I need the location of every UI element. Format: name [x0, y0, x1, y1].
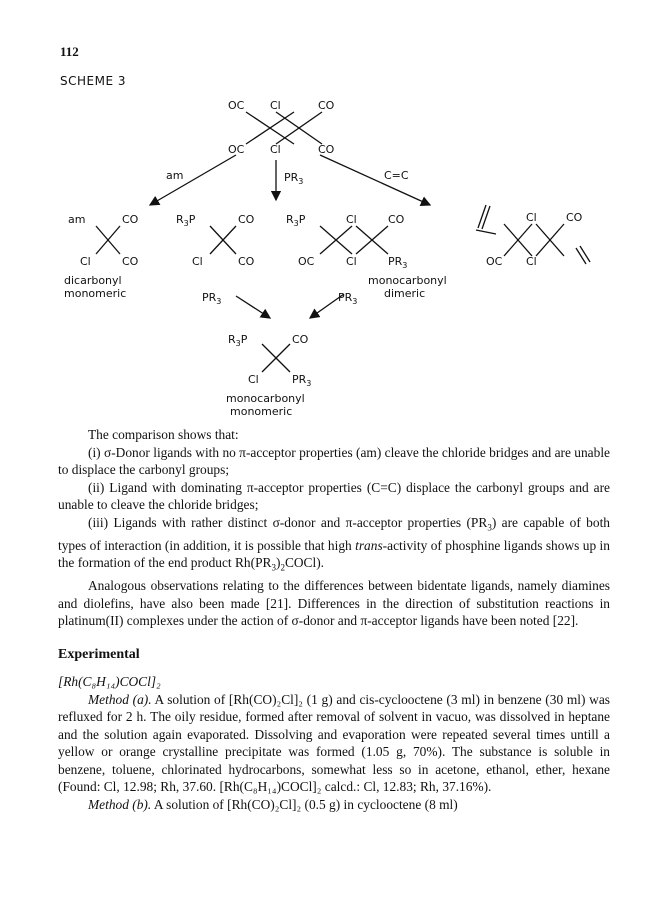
ligand-cl: Cl: [270, 99, 281, 112]
caption-dimeric: dimeric: [384, 287, 426, 300]
ligand-co: CO: [238, 255, 255, 268]
ligand-cl: Cl: [346, 213, 357, 226]
olefin-bond: [478, 205, 486, 228]
olefin-bond: [576, 248, 586, 264]
page-number: 112: [60, 44, 79, 59]
arrow-label-am: am: [166, 169, 184, 182]
ligand-oc: OC: [228, 143, 245, 156]
arrow-label-pr3: $PR_3$: [284, 171, 304, 187]
arrow-am: [150, 155, 236, 205]
ligand-r3p: $R_3P$: [286, 213, 306, 229]
ligand-co: CO: [238, 213, 255, 226]
ligand-r3p: $R_3P$: [176, 213, 196, 229]
paragraph-i: (i) σ-Donor ligands with no π-acceptor properties (am) cleave the chloride bridges and are unable to displace the carbonyl groups;: [58, 444, 610, 477]
ligand-pr3: $PR_3$: [292, 373, 312, 389]
ligand-oc: OC: [228, 99, 245, 112]
ligand-cl: Cl: [526, 211, 537, 224]
arrow-label-pr3-right: $PR_3$: [338, 291, 358, 307]
paragraph-iii: (iii) Ligands with rather distinct σ-donor and π-acceptor properties $(PR_3)$ are capable of both types of interaction (in addition, it is possible that high trans-activity of phosphine ligands shows up in the formation of the end product $Rh(PR_3)_2COCl$).: [58, 514, 610, 573]
caption-monocarbonyl: monocarbonyl: [226, 392, 305, 405]
ligand-cl: Cl: [526, 255, 537, 268]
ligand-co: CO: [318, 143, 335, 156]
scheme-title: SCHEME 3: [60, 74, 126, 88]
paragraph-intro: The comparison shows that:: [88, 427, 239, 442]
paragraph-analogous: Analogous observations relating to the differences between bidentate ligands, namely diamines and diolefins, have also been made [21]. Differences in the direction of substitution reactions in platinum(II) complexes under the action of σ-donor and π-acceptor ligands have been noted [22].: [58, 578, 610, 629]
ligand-cl: Cl: [80, 255, 91, 268]
ligand-pr3: $PR_3$: [388, 255, 408, 271]
ligand-cl: Cl: [192, 255, 203, 268]
arrow-label-cc: C=C: [384, 169, 409, 182]
arrow-pr3-left: [236, 296, 270, 318]
arrow-cc: [320, 155, 430, 205]
paragraph-ii: (ii) Ligand with dominating π-acceptor properties (C=C) displace the carbonyl groups and are unable to cleave the chloride bridges;: [58, 479, 610, 512]
arrow-label-pr3-left: $PR_3$: [202, 291, 222, 307]
ligand-co: CO: [122, 255, 139, 268]
ligand-co: CO: [388, 213, 405, 226]
ligand-co: CO: [566, 211, 583, 224]
caption-monocarbonyl: monocarbonyl: [368, 274, 447, 287]
ligand-co: CO: [292, 333, 309, 346]
paragraph-method-a: Method (a). A solution of [Rh(CO)₂Cl]₂ (1 g) and cis-cyclooctene (3 ml) in benzene (30 ml) was refluxed for 2 h. The oily residue, formed after removal of solvent in vacuo, was dissolved in heptane and the solution again evaporated. Dissolving and evaporation were repeated several times untill a yellow or orange crystalline precipitate was formed (1.05 g, 70%). The substance is soluble in benzene, toluene, chlorinated hydrocarbons, somewhat less so in acetone, ethanol, ether, hexane (Found: Cl, 12.98; Rh, 37.60. [Rh(C₈H₁₄)COCl]₂ calcd.: Cl, 12.83; Rh, 37.16%).: [58, 691, 610, 795]
paragraph-method-b: Method (b). A solution of [Rh(CO)₂Cl]₂ (0.5 g) in cyclooctene (8 ml): [88, 796, 458, 812]
olefin-bond: [482, 206, 490, 229]
ligand-oc: OC: [298, 255, 315, 268]
ligand-cl: Cl: [248, 373, 259, 386]
olefin-bond: [580, 246, 590, 262]
ligand-am: am: [68, 213, 86, 226]
caption-monomeric: monomeric: [230, 405, 293, 418]
reaction-scheme: [0, 0, 672, 420]
caption-monomeric: monomeric: [64, 287, 127, 300]
section-heading: Experimental: [58, 646, 140, 662]
ligand-r3p: $R_3P$: [228, 333, 248, 349]
bond: [476, 230, 496, 234]
body-text: [58, 426, 610, 813]
ligand-cl: Cl: [346, 255, 357, 268]
ligand-oc: OC: [486, 255, 503, 268]
ligand-cl: Cl: [270, 143, 281, 156]
ligand-co: CO: [122, 213, 139, 226]
ligand-co: CO: [318, 99, 335, 112]
caption-dicarbonyl: dicarbonyl: [64, 274, 122, 287]
compound-heading: [Rh(C₈H₁₄)COCl]₂: [58, 674, 161, 690]
